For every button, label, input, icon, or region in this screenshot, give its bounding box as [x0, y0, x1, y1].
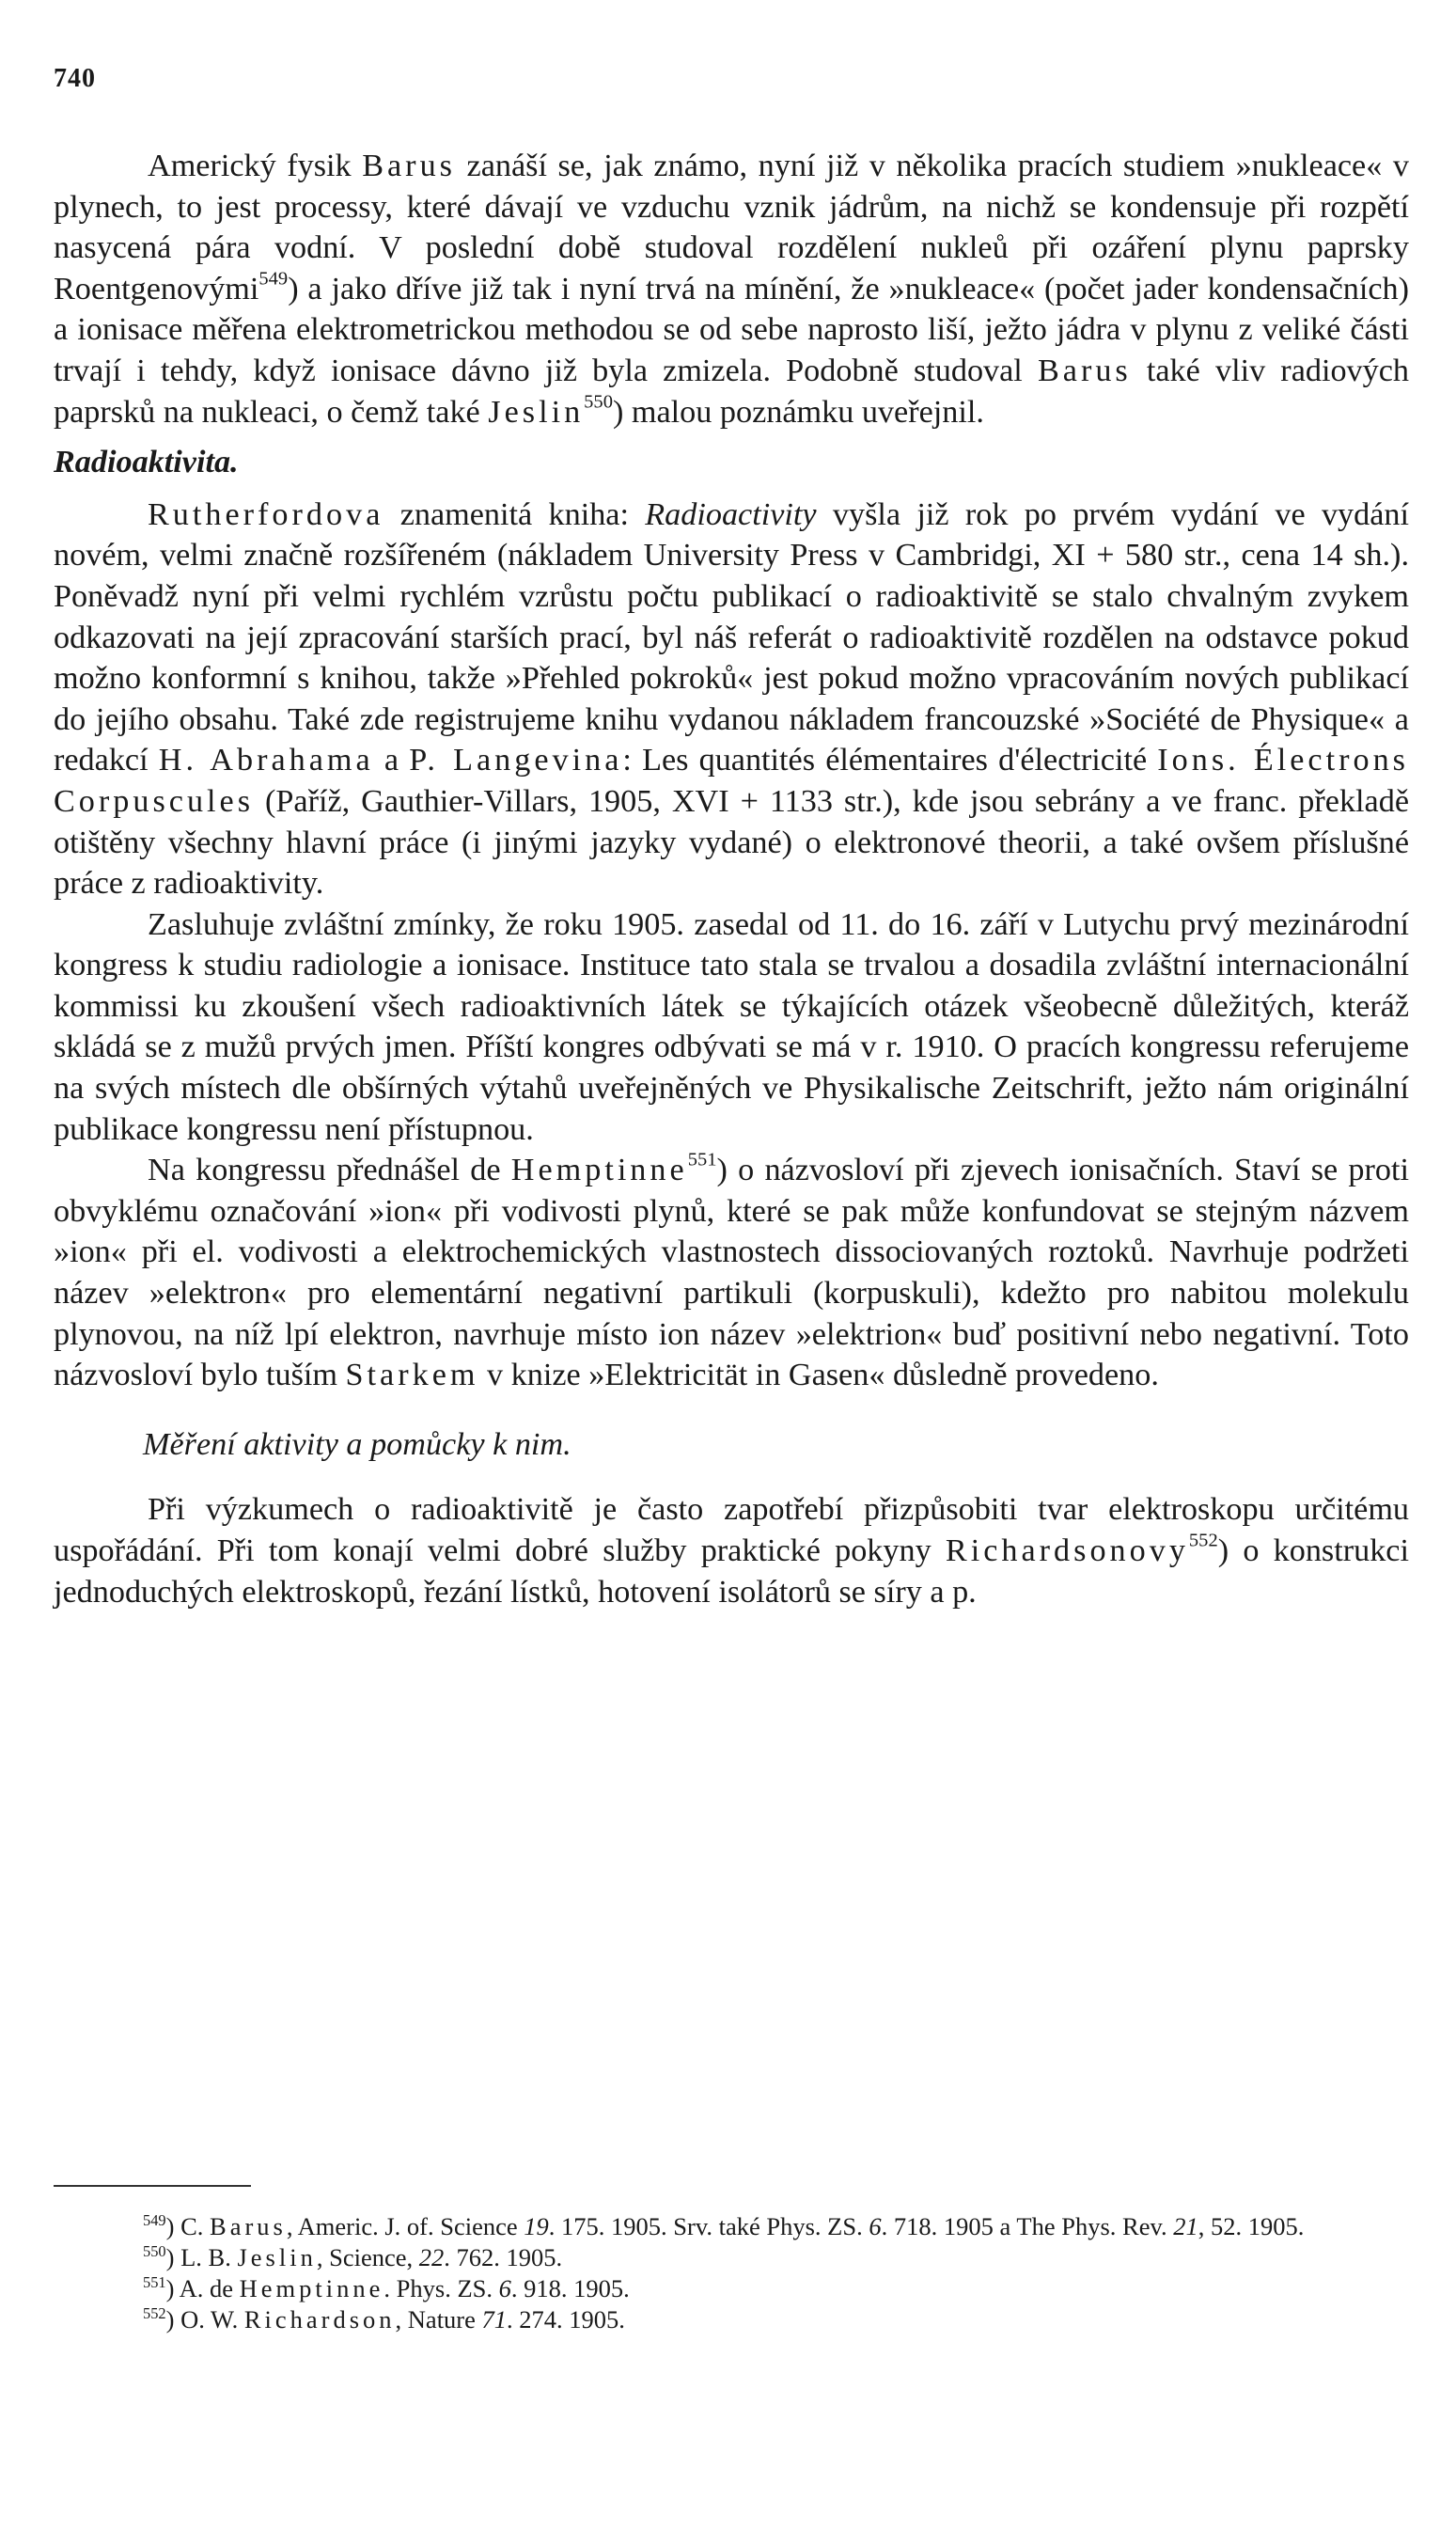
text-run: ) o názvosloví při zjevech ionisačních. Staví se proti obvyklému označování »ion« při vodivosti plynů, které se pak může konfundovat se stejným názvem »ion« při el. vodivosti a elektrochemických vlastnostech dissociovaných roztoků. Navrhuje podržeti název »elektron« pro elementární negativní partikuli (korpuskuli), kdežto pro nabitou molekulu plynovou, na níž lpí elektron, navrhuje místo ion název »elektrion« buď positivní nebo negativní. Toto názvosloví bylo tuším	[54, 1153, 1409, 1393]
text-run: , Nature	[395, 2305, 482, 2334]
footnote-mark: 549	[143, 2211, 166, 2230]
author-name: Barus	[210, 2212, 287, 2240]
paragraph-hemptinne-nomenclature	[54, 1150, 1409, 1396]
text-run: . 718. 1905 a The Phys. Rev.	[881, 2212, 1174, 2240]
text-run: ) O. W.	[165, 2305, 244, 2334]
paragraph-barus-nucleation	[54, 146, 1409, 432]
text-run: , Science,	[316, 2243, 419, 2271]
author-name: P. Langevina	[409, 743, 623, 778]
footnote-552	[54, 2304, 1409, 2335]
footnote-ref[interactable]: 551	[687, 1149, 717, 1171]
footnote-mark: 552	[143, 2304, 166, 2323]
footnote-divider	[54, 2185, 251, 2187]
footnote-ref[interactable]: 549	[258, 268, 289, 290]
text-run: ) malou poznámku uveřejnil.	[612, 394, 984, 430]
footnote-ref[interactable]: 550	[584, 391, 613, 413]
text-run: Americký fysik	[148, 149, 363, 183]
paragraph-liege-congress: Zasluhuje zvláštní zmínky, že roku 1905. zasedal od 11. do 16. září v Lutychu prvý mezinárodní kongress k studiu radiologie a ionisace. Instituce tato stala se trvalou a dosadila zvláštní internacionální kommissi ku zkoušení všech radioaktivních látek se týkajících otázek všeobecně důležitých, kteráž skládá se z mužů prvých jmen. Příští kongres odbývati se má v r. 1910. O pracích kongressu referujeme na svých místech dle obšírných výtahů uveřejněných ve Physikalische Zeitschrift, ježto nám originální publikace kongressu není přístupnou.	[54, 906, 1409, 1147]
text-run: . 762. 1905.	[444, 2243, 563, 2271]
text-run: ) C.	[165, 2212, 211, 2240]
author-name: Starkem	[345, 1358, 479, 1393]
volume-number: 71	[481, 2305, 508, 2334]
text-run: . Phys. ZS.	[384, 2274, 499, 2302]
text-run: vyšla již rok po prvém vydání ve vydání novém, velmi značně rozšířeném (nákladem University Press v Cambridgi, XI + 580 str., cena 14 sh.). Poněvadž nyní při velmi rychlém vzrůstu počtu publikací o radioaktivitě se stalo chvalným zvykem odkazovati na její zpracování starších prací, byl náš referát o radioaktivitě rozdělen na odstavce pokud možno konformní s knihou, takže »Přehled pokroků« jest pokud možno vpracováním nových publikací do jejího obsahu. Také zde registrujeme knihu vydanou nákladem francouzské »Société de Physique« a redakcí	[54, 496, 1409, 778]
volume-number: 22	[418, 2243, 445, 2271]
text-run: . 274. 1905.	[507, 2305, 625, 2334]
volume-number: 21	[1173, 2212, 1198, 2240]
section-heading-measurement: Měření aktivity a pomůcky k nim.	[143, 1426, 571, 1462]
text-run: , Americ. J. of. Science	[286, 2212, 524, 2240]
text-run: zanáší se, jak známo, nyní již v několika pracích studiem »nukleace« v plynech, to jest processy, které dávají ve vzduchu vznik jádrům, na nichž se kondensuje při rozpětí nasycená pára vodní. V poslední době studoval rozdělení nukleů při ozáření plynu paprsky Roentgenovými	[54, 149, 1409, 306]
page-number: 740	[54, 64, 96, 93]
footnote-550	[54, 2242, 1409, 2273]
main-text	[54, 146, 1409, 1612]
text-run: (Paříž, Gauthier-Villars, 1905, XVI + 1133 str.), kde jsou sebrány a ve franc. překladě otištěny všechny hlavní práce (i jinými jazyky vydané) o elektronové theorii, a také ovšem příslušné práce z radioaktivity.	[54, 783, 1409, 902]
author-name: Hemptinne	[239, 2274, 384, 2302]
text-run: . 918. 1905.	[510, 2274, 630, 2302]
text-run: také vliv radiových paprsků na nukleaci, o čemž také	[54, 353, 1410, 430]
text-run: . 175. 1905. Srv. také Phys. ZS.	[548, 2212, 869, 2240]
footnote-549	[54, 2211, 1409, 2242]
text-run: Na kongressu přednášel de	[148, 1153, 511, 1188]
text-run: : Les quantités élémentaires d'électricité	[622, 743, 1158, 778]
text-run: ) L. B.	[165, 2243, 238, 2271]
book-title: Ions. Électrons Corpuscules	[54, 743, 1409, 819]
author-name: Rutherfordova	[148, 496, 384, 532]
footnote-551	[54, 2273, 1409, 2304]
author-name: Jeslin	[488, 394, 585, 430]
text-run: v knize »Elektricität in Gasen« důsledně provedeno.	[478, 1358, 1159, 1393]
author-name: Barus	[1037, 353, 1132, 388]
footnote-ref[interactable]: 552	[1188, 1530, 1218, 1551]
author-name: Jeslin	[237, 2243, 317, 2271]
book-title: Radioactivity	[645, 496, 817, 532]
author-name: Hemptinne	[510, 1153, 688, 1188]
text-run: a	[373, 743, 410, 778]
footnotes	[54, 2211, 1409, 2335]
author-name: Barus	[362, 149, 456, 183]
footnote-mark: 551	[143, 2273, 166, 2292]
text-run: , 52. 1905.	[1198, 2212, 1305, 2240]
author-name: Richardsonovy	[945, 1533, 1189, 1568]
text-run: znamenitá kniha:	[384, 496, 646, 532]
text-run: ) A. de	[165, 2274, 240, 2302]
text-run: ) o konstrukci jednoduchých elektroskopů, řezání lístků, hotovení isolátorů se síry a p.	[54, 1533, 1409, 1610]
section-heading-radioaktivita: Radioaktivita.	[54, 445, 239, 480]
footnote-mark: 550	[143, 2242, 166, 2261]
paragraph-rutherford-book	[54, 495, 1409, 904]
author-name: Richardson	[243, 2305, 396, 2334]
paragraph-electroscope	[54, 1489, 1409, 1612]
text-run: ) a jako dříve již tak i nyní trvá na mínění, že »nukleace« (počet jader kondensačních) a ionisace měřena elektrometrickou methodou se od sebe naprosto liší, ježto jádra v plynu z veliké části trvají i tehdy, když ionisace dávno již byla zmizela. Podobně studoval	[54, 271, 1409, 388]
author-name: H. Abrahama	[158, 743, 374, 778]
volume-number: 6	[869, 2212, 882, 2240]
volume-number: 6	[498, 2274, 511, 2302]
volume-number: 19	[524, 2212, 549, 2240]
text-run: Při výzkumech o radioaktivitě je často zapotřebí přizpůsobiti tvar elektroskopu určitému uspořádání. Při tom konají velmi dobré služby praktické pokyny	[54, 1492, 1409, 1568]
